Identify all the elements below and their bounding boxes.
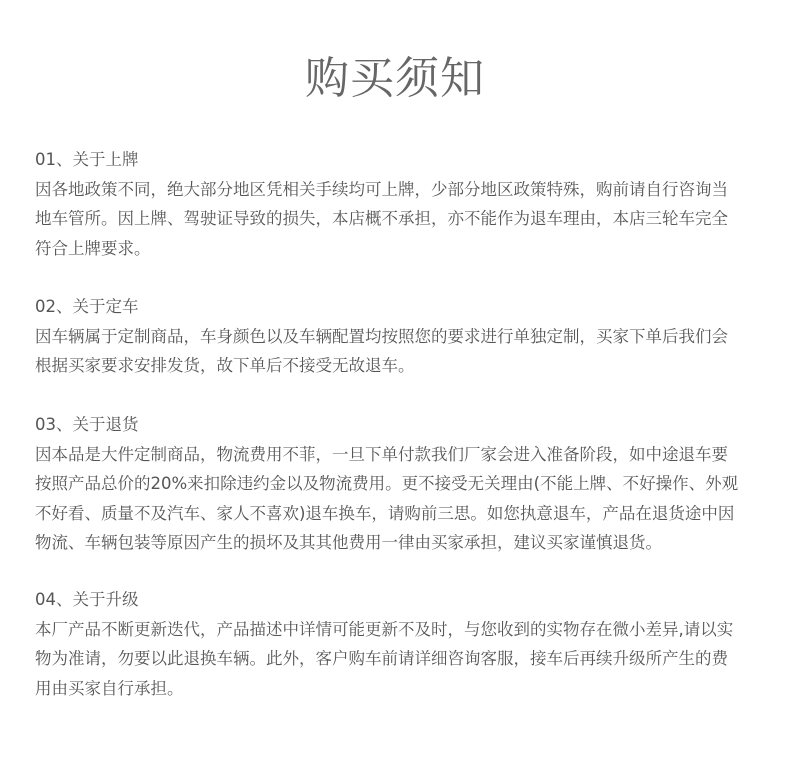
section-upgrades [35,585,765,703]
section-returns [35,410,765,558]
section-heading: 04、关于升级 [35,590,139,609]
section-text-line: 物流、车辆包装等原因产生的损坏及其其他费用一律由买家承担，建议买家谨慎退货。 [35,533,662,552]
section-custom-order [35,292,765,381]
section-heading: 01、关于上牌 [35,150,139,169]
page-title: 购买须知 [305,53,485,104]
section-text-line: 用由买家自行承担。 [35,678,184,698]
section-text-line: 地车管所。因上牌、驾驶证导致的损失，本店概不承担，亦不能作为退车理由，本店三轮车完全 [35,209,728,228]
section-heading: 02、关于定车 [35,297,139,316]
section-text-line: 因车辆属于定制商品，车身颜色以及车辆配置均按照您的要求进行单独定制，买家下单后我们会 [35,326,728,346]
section-heading: 03、关于退货 [35,415,139,434]
section-text-line: 因本品是大件定制商品，物流费用不菲，一旦下单付款我们厂家会进入准备阶段，如中途退车要 [35,444,728,464]
section-text-line: 按照产品总价的20%来扣除违约金以及物流费用。更不接受无关理由(不能上牌、不好操作、外观 [35,474,739,493]
section-text-line: 根据买家要求安排发货，故下单后不接受无故退车。 [35,356,415,375]
section-text-line: 不好看、质量不及汽车、家人不喜欢)退车换车，请购前三思。如您执意退车，产品在退货途中因 [35,503,735,523]
section-text-line: 本厂产品不断更新迭代，产品描述中详情可能更新不及时，与您收到的实物存在微小差异,请以实 [35,619,734,639]
section-text-line: 符合上牌要求。 [35,238,151,258]
section-text-line: 因各地政策不同，绝大部分地区凭相关手续均可上牌，少部分地区政策特殊，购前请自行咨询当 [35,179,728,199]
section-license-plate [35,145,765,263]
section-text-line: 物为准请，勿要以此退换车辆。此外，客户购车前请详细咨询客服，接车后再续升级所产生的费 [35,649,728,668]
